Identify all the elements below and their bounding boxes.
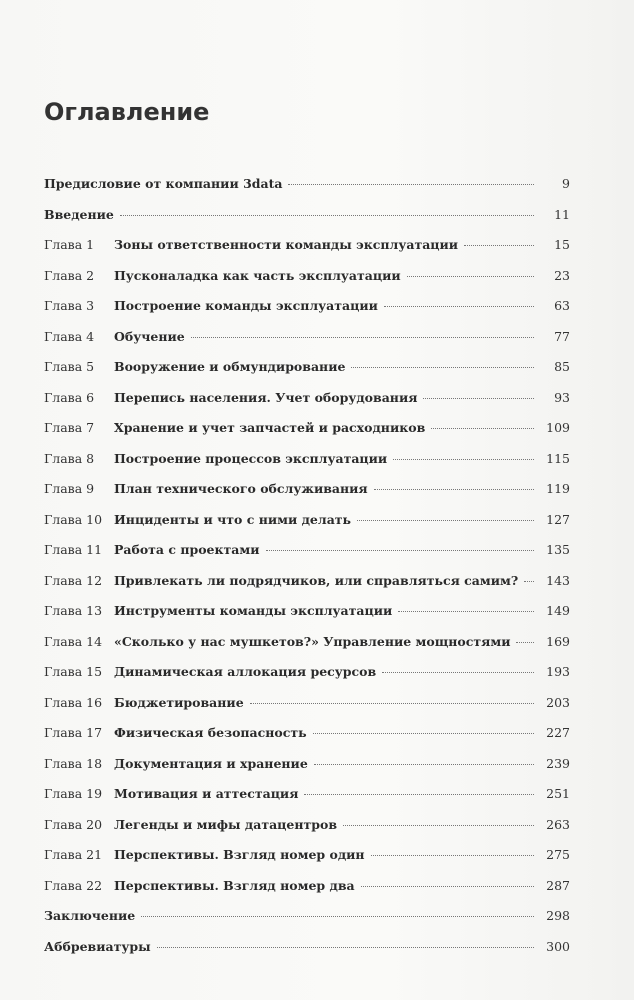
- table-of-contents: [44, 176, 570, 969]
- toc-entry[interactable]: [44, 695, 570, 726]
- dot-leader: [431, 428, 534, 429]
- chapter-title: Привлекать ли подрядчиков, или справляться самим?: [114, 572, 519, 588]
- toc-entry[interactable]: [44, 847, 570, 878]
- dot-leader: [524, 581, 534, 582]
- toc-entry[interactable]: [44, 908, 570, 939]
- page-number: 275: [546, 847, 570, 862]
- toc-entry-body: [114, 298, 540, 313]
- chapter-label: Глава 15: [44, 664, 103, 679]
- page-number: 135: [546, 542, 570, 557]
- chapter-title: Построение команды эксплуатации: [114, 298, 378, 313]
- page-number: 193: [546, 664, 570, 679]
- page-number: 300: [546, 938, 570, 954]
- page-number: 11: [554, 206, 570, 222]
- dot-leader: [407, 276, 534, 277]
- page-number: 63: [554, 298, 570, 313]
- chapter-label: Глава 12: [44, 572, 103, 588]
- toc-entry-body: [114, 573, 540, 588]
- toc-entry-body: [44, 207, 540, 222]
- toc-entry-body: [114, 756, 540, 771]
- chapter-label: Глава 5: [44, 359, 95, 374]
- dot-leader: [288, 184, 534, 185]
- chapter-title: Зоны ответственности команды эксплуатации: [114, 237, 459, 252]
- dot-leader: [157, 947, 534, 948]
- toc-entry-body: [114, 603, 540, 618]
- chapter-label: Глава 16: [44, 694, 103, 710]
- chapter-title: Физическая безопасность: [114, 725, 307, 740]
- chapter-title: План технического обслуживания: [114, 481, 368, 496]
- toc-entry-body: [114, 847, 540, 862]
- chapter-label: Глава 8: [44, 450, 95, 466]
- toc-entry-body: [114, 481, 540, 496]
- chapter-title: Мотивация и аттестация: [114, 786, 299, 801]
- toc-entry-body: [114, 695, 540, 710]
- chapter-label: Глава 6: [44, 389, 95, 405]
- toc-entry-body: [114, 817, 540, 832]
- toc-entry[interactable]: [44, 390, 570, 421]
- dot-leader: [374, 489, 534, 490]
- page-number: 169: [546, 633, 570, 649]
- chapter-title: Аббревиатуры: [44, 938, 151, 954]
- chapter-label: Глава 10: [44, 511, 103, 527]
- page-number: 127: [546, 511, 570, 527]
- page-number: 203: [546, 694, 570, 710]
- dot-leader: [382, 672, 534, 673]
- chapter-title: Пусконаладка как часть эксплуатации: [114, 267, 401, 283]
- dot-leader: [191, 337, 534, 338]
- chapter-title: Перспективы. Взгляд номер один: [114, 847, 365, 862]
- toc-entry[interactable]: [44, 603, 570, 634]
- toc-entry[interactable]: [44, 664, 570, 695]
- chapter-title: Построение процессов эксплуатации: [114, 450, 388, 466]
- chapter-label: Глава 19: [44, 786, 103, 801]
- dot-leader: [266, 550, 534, 551]
- dot-leader: [393, 459, 534, 460]
- chapter-label: Глава 20: [44, 816, 103, 832]
- page-number: 115: [546, 450, 570, 466]
- toc-entry[interactable]: [44, 298, 570, 329]
- chapter-title: Инциденты и что с ними делать: [114, 511, 352, 527]
- dot-leader: [141, 916, 534, 917]
- page-number: 251: [546, 786, 570, 801]
- chapter-label: Глава 11: [44, 542, 103, 557]
- page-number: 77: [554, 328, 570, 344]
- toc-entry[interactable]: [44, 451, 570, 482]
- dot-leader: [361, 886, 534, 887]
- toc-entry[interactable]: [44, 817, 570, 848]
- dot-leader: [423, 398, 534, 399]
- toc-entry-body: [44, 908, 540, 923]
- page-number: 109: [546, 420, 570, 435]
- toc-entry[interactable]: [44, 939, 570, 970]
- chapter-title: Обучение: [114, 328, 185, 344]
- chapter-label: Глава 22: [44, 877, 103, 893]
- dot-leader: [398, 611, 534, 612]
- toc-entry[interactable]: [44, 878, 570, 909]
- chapter-title: Перспективы. Взгляд номер два: [114, 877, 355, 893]
- page-number: 85: [554, 359, 570, 374]
- toc-entry[interactable]: [44, 207, 570, 238]
- chapter-title: Работа с проектами: [114, 542, 260, 557]
- chapter-label: Глава 18: [44, 755, 103, 771]
- toc-entry-body: [114, 329, 540, 344]
- page-number: 149: [546, 603, 570, 618]
- toc-entry[interactable]: [44, 725, 570, 756]
- toc-entry[interactable]: [44, 268, 570, 299]
- page-number: 93: [554, 389, 570, 405]
- toc-entry-body: [114, 420, 540, 435]
- toc-entry[interactable]: [44, 756, 570, 787]
- toc-entry[interactable]: [44, 237, 570, 268]
- chapter-title: Перепись населения. Учет оборудования: [114, 389, 418, 405]
- chapter-title: Заключение: [44, 908, 136, 923]
- dot-leader: [516, 642, 534, 643]
- dot-leader: [351, 367, 534, 368]
- chapter-label: Глава 13: [44, 603, 103, 618]
- toc-entry[interactable]: [44, 359, 570, 390]
- chapter-label: Глава 9: [44, 481, 95, 496]
- chapter-label: Глава 3: [44, 298, 95, 313]
- toc-entry-body: [114, 664, 540, 679]
- chapter-label: Глава 17: [44, 725, 103, 740]
- toc-entry-body: [114, 512, 540, 527]
- page-number: 143: [546, 572, 570, 588]
- toc-entry[interactable]: [44, 329, 570, 360]
- chapter-label: Глава 21: [44, 847, 103, 862]
- chapter-title: Бюджетирование: [114, 694, 244, 710]
- dot-leader: [304, 794, 534, 795]
- toc-entry-body: [114, 878, 540, 893]
- page-title: Оглавление: [44, 98, 210, 126]
- page-number: 239: [546, 755, 570, 771]
- chapter-label: Глава 2: [44, 267, 95, 283]
- dot-leader: [120, 215, 534, 216]
- toc-entry[interactable]: [44, 176, 570, 207]
- toc-entry[interactable]: [44, 573, 570, 604]
- dot-leader: [343, 825, 534, 826]
- page-number: 119: [546, 481, 570, 496]
- dot-leader: [371, 855, 534, 856]
- chapter-label: Глава 14: [44, 633, 103, 649]
- toc-entry[interactable]: [44, 542, 570, 573]
- toc-entry-body: [114, 451, 540, 466]
- toc-entry-body: [114, 390, 540, 405]
- toc-entry-body: [114, 725, 540, 740]
- chapter-title: Легенды и мифы датацентров: [114, 816, 338, 832]
- dot-leader: [357, 520, 534, 521]
- chapter-title: «Сколько у нас мушкетов?» Управление мощностями: [114, 633, 511, 649]
- toc-entry[interactable]: [44, 512, 570, 543]
- chapter-title: Введение: [44, 206, 114, 222]
- dot-leader: [313, 733, 534, 734]
- chapter-title: Документация и хранение: [114, 755, 308, 771]
- toc-entry-body: [114, 359, 540, 374]
- chapter-title: Вооружение и обмундирование: [114, 359, 346, 374]
- toc-entry[interactable]: [44, 634, 570, 665]
- toc-entry[interactable]: [44, 420, 570, 451]
- dot-leader: [464, 245, 534, 246]
- page-number: 23: [554, 267, 570, 283]
- toc-entry-body: [114, 237, 540, 252]
- page-number: 298: [546, 908, 570, 923]
- chapter-title: Хранение и учет запчастей и расходников: [114, 420, 426, 435]
- chapter-title: Динамическая аллокация ресурсов: [114, 664, 377, 679]
- toc-entry[interactable]: [44, 786, 570, 817]
- chapter-label: Глава 4: [44, 328, 95, 344]
- toc-entry-body: [114, 786, 540, 801]
- page-number: 287: [546, 877, 570, 893]
- chapter-title: Предисловие от компании 3data: [44, 176, 283, 191]
- page-number: 263: [546, 816, 570, 832]
- dot-leader: [384, 306, 534, 307]
- toc-entry[interactable]: [44, 481, 570, 512]
- chapter-label: Глава 1: [44, 237, 95, 252]
- toc-entry-body: [44, 176, 540, 191]
- toc-entry-body: [114, 268, 540, 283]
- chapter-title: Инструменты команды эксплуатации: [114, 603, 393, 618]
- dot-leader: [250, 703, 534, 704]
- toc-entry-body: [114, 634, 540, 649]
- toc-entry-body: [44, 939, 540, 954]
- page-number: 15: [554, 237, 570, 252]
- page-number: 227: [546, 725, 570, 740]
- chapter-label: Глава 7: [44, 420, 95, 435]
- toc-entry-body: [114, 542, 540, 557]
- page-number: 9: [562, 176, 570, 191]
- dot-leader: [314, 764, 534, 765]
